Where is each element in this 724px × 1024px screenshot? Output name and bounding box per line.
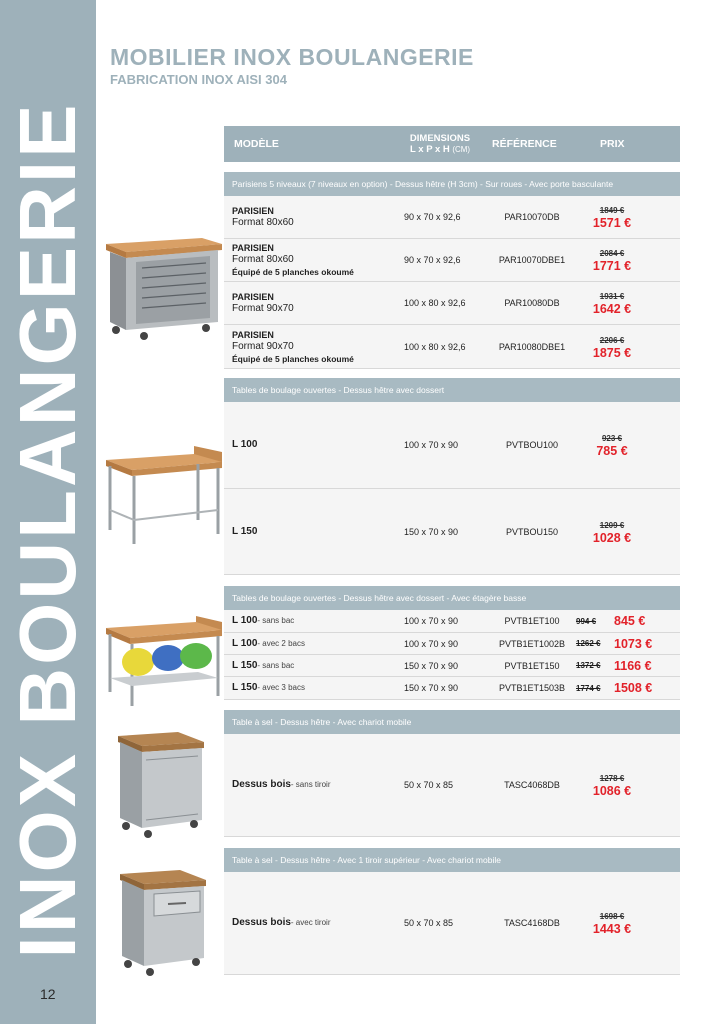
model-cell — [232, 196, 294, 238]
model-name: L 150 — [232, 682, 258, 693]
new-price: 1086 € — [592, 784, 632, 798]
model-cell — [232, 872, 330, 974]
page-number: 12 — [40, 986, 56, 1002]
model-name: L 150 — [232, 659, 258, 671]
old-price: 1372 € — [576, 661, 601, 670]
model-cell — [232, 402, 257, 488]
new-price: 1771 € — [592, 259, 632, 273]
reference-cell: PAR10080DB — [504, 298, 560, 308]
section-header-table-sel-tiroir: Table à sel - Dessus hêtre - Avec 1 tiroir supérieur - Avec chariot mobile — [224, 848, 680, 872]
price-cell — [574, 239, 650, 281]
model-option: Équipé de 5 planches okoumé — [232, 267, 354, 277]
table-sel-image — [112, 728, 208, 840]
old-price: 923 € — [601, 434, 623, 443]
dimensions-cell: 90 x 70 x 92,6 — [404, 255, 461, 265]
model-variant: - sans tiroir — [290, 780, 331, 789]
section-header-tables-etagere: Tables de boulage ouvertes - Dessus hêtre avec dossert - Avec étagère basse — [224, 586, 680, 610]
model-name: L 100 — [232, 637, 258, 649]
header-price: PRIX — [600, 138, 625, 150]
old-price: 2206 € — [599, 335, 625, 345]
page-subtitle: FABRICATION INOX AISI 304 — [110, 72, 287, 87]
model-name: L 100 — [232, 615, 258, 626]
new-price: 1508 € — [614, 681, 653, 695]
model-format: Format 80x60 — [232, 254, 294, 265]
old-price: 994 € — [576, 616, 597, 626]
table-row — [224, 282, 680, 325]
table-boulage-image — [102, 444, 226, 548]
page-title: MOBILIER INOX BOULANGERIE — [110, 44, 474, 70]
header-dimensions — [400, 126, 480, 162]
new-price: 1571 € — [592, 216, 632, 230]
new-price: 1166 € — [614, 658, 652, 673]
side-vertical-title: INOX BOULANGERIE — [3, 101, 92, 959]
header-reference: RÉFÉRENCE — [492, 138, 557, 150]
table-row — [224, 489, 680, 575]
reference-cell: PVTB1ET1503B — [498, 683, 566, 693]
reference-cell: PVTB1ET100 — [504, 616, 560, 626]
model-cell — [232, 282, 294, 324]
table-row — [224, 402, 680, 489]
new-price: 845 € — [614, 614, 646, 628]
table-row — [224, 734, 680, 837]
price-cell — [574, 402, 650, 488]
table-header — [224, 126, 680, 162]
reference-cell: PVTBOU150 — [505, 526, 559, 537]
old-price: 2084 € — [599, 249, 625, 258]
model-name: PARISIEN — [232, 292, 274, 302]
model-cell — [232, 239, 354, 281]
model-format: Format 90x70 — [232, 303, 294, 314]
dimensions-cell: 100 x 80 x 92,6 — [404, 298, 466, 308]
model-cell — [232, 677, 305, 699]
dimensions-cell: 100 x 70 x 90 — [404, 440, 459, 450]
reference-cell: PAR10070DB — [504, 212, 560, 222]
table-row — [224, 610, 680, 633]
price-cell — [574, 872, 650, 974]
table-row — [224, 196, 680, 239]
reference-cell: PAR10080DBE1 — [498, 341, 566, 352]
model-variant: - avec tiroir — [290, 918, 331, 927]
header-model: MODÈLE — [234, 138, 279, 150]
price-cell — [574, 489, 650, 574]
parisien-cabinet-image — [102, 232, 226, 344]
model-variant: - avec 2 bacs — [257, 638, 305, 648]
old-price: 1931 € — [599, 292, 625, 301]
old-price: 1278 € — [599, 774, 625, 783]
new-price: 1642 € — [592, 302, 632, 316]
model-name: Dessus bois — [232, 917, 291, 928]
header-dim-unit: (CM) — [452, 145, 470, 154]
dimensions-cell: 50 x 70 x 85 — [404, 780, 454, 790]
reference-cell: PVTBOU100 — [505, 440, 559, 450]
table-row — [224, 325, 680, 369]
price-cell — [574, 734, 650, 836]
model-variant: - avec 3 bacs — [257, 683, 305, 692]
table-row — [224, 677, 680, 700]
new-price: 1028 € — [592, 530, 632, 545]
new-price: 1875 € — [592, 345, 632, 360]
model-format: Format 90x70 — [232, 340, 294, 352]
table-sel-tiroir-image — [114, 866, 210, 978]
old-price: 1774 € — [576, 683, 601, 693]
dimensions-cell: 150 x 70 x 90 — [404, 660, 459, 671]
reference-cell: PAR10070DBE1 — [498, 255, 566, 265]
model-cell — [232, 655, 294, 676]
dimensions-cell: 150 x 70 x 90 — [404, 526, 459, 537]
reference-cell: PVTB1ET1002B — [498, 638, 566, 649]
table-row — [224, 872, 680, 975]
table-boulage-etagere-image — [102, 612, 226, 712]
dimensions-cell: 100 x 70 x 90 — [404, 638, 459, 649]
model-option: Équipé de 5 planches okoumé — [232, 353, 354, 364]
model-cell — [232, 325, 354, 368]
reference-cell: TASC4168DB — [504, 918, 560, 928]
model-variant: - sans bac — [257, 616, 295, 625]
section-header-table-sel: Table à sel - Dessus hêtre - Avec chariot mobile — [224, 710, 680, 734]
new-price: 785 € — [596, 444, 628, 458]
dimensions-cell: 100 x 70 x 90 — [404, 616, 459, 626]
model-name: PARISIEN — [232, 329, 274, 340]
reference-cell: PVTB1ET150 — [504, 660, 560, 671]
model-name: L 100 — [232, 439, 258, 450]
reference-cell: TASC4068DB — [504, 780, 560, 790]
old-price: 1209 € — [599, 520, 625, 530]
header-dim-line2: L x P x H — [410, 144, 450, 155]
dimensions-cell: 100 x 80 x 92,6 — [404, 341, 466, 352]
new-price: 1073 € — [614, 636, 653, 651]
table-row — [224, 655, 680, 677]
dimensions-cell: 150 x 70 x 90 — [404, 683, 459, 693]
model-variant: - sans bac — [257, 660, 295, 670]
header-dim-line1: DIMENSIONS — [409, 133, 471, 144]
price-cell — [574, 282, 650, 324]
sidebar-band — [0, 0, 96, 1024]
section-header-parisiens: Parisiens 5 niveaux (7 niveaux en option) - Dessus hêtre (H 3cm) - Sur roues - Avec porte basculante — [224, 172, 680, 196]
price-cell — [574, 196, 650, 238]
model-cell — [232, 633, 305, 654]
model-name: PARISIEN — [232, 206, 274, 216]
price-cell — [574, 325, 650, 368]
old-price: 1262 € — [576, 639, 601, 648]
model-cell — [232, 734, 330, 836]
model-name: Dessus bois — [232, 779, 291, 790]
table-row — [224, 633, 680, 655]
old-price: 1849 € — [599, 206, 625, 215]
model-format: Format 80x60 — [232, 217, 294, 228]
table-row — [224, 239, 680, 282]
model-name: L 150 — [232, 525, 258, 537]
old-price: 1698 € — [599, 912, 625, 921]
section-header-tables-boulage: Tables de boulage ouvertes - Dessus hêtre avec dossert — [224, 378, 680, 402]
model-cell — [232, 489, 257, 574]
model-cell — [232, 610, 294, 632]
model-name: PARISIEN — [232, 243, 274, 253]
new-price: 1443 € — [592, 922, 632, 936]
dimensions-cell: 90 x 70 x 92,6 — [404, 212, 461, 222]
dimensions-cell: 50 x 70 x 85 — [404, 918, 454, 928]
